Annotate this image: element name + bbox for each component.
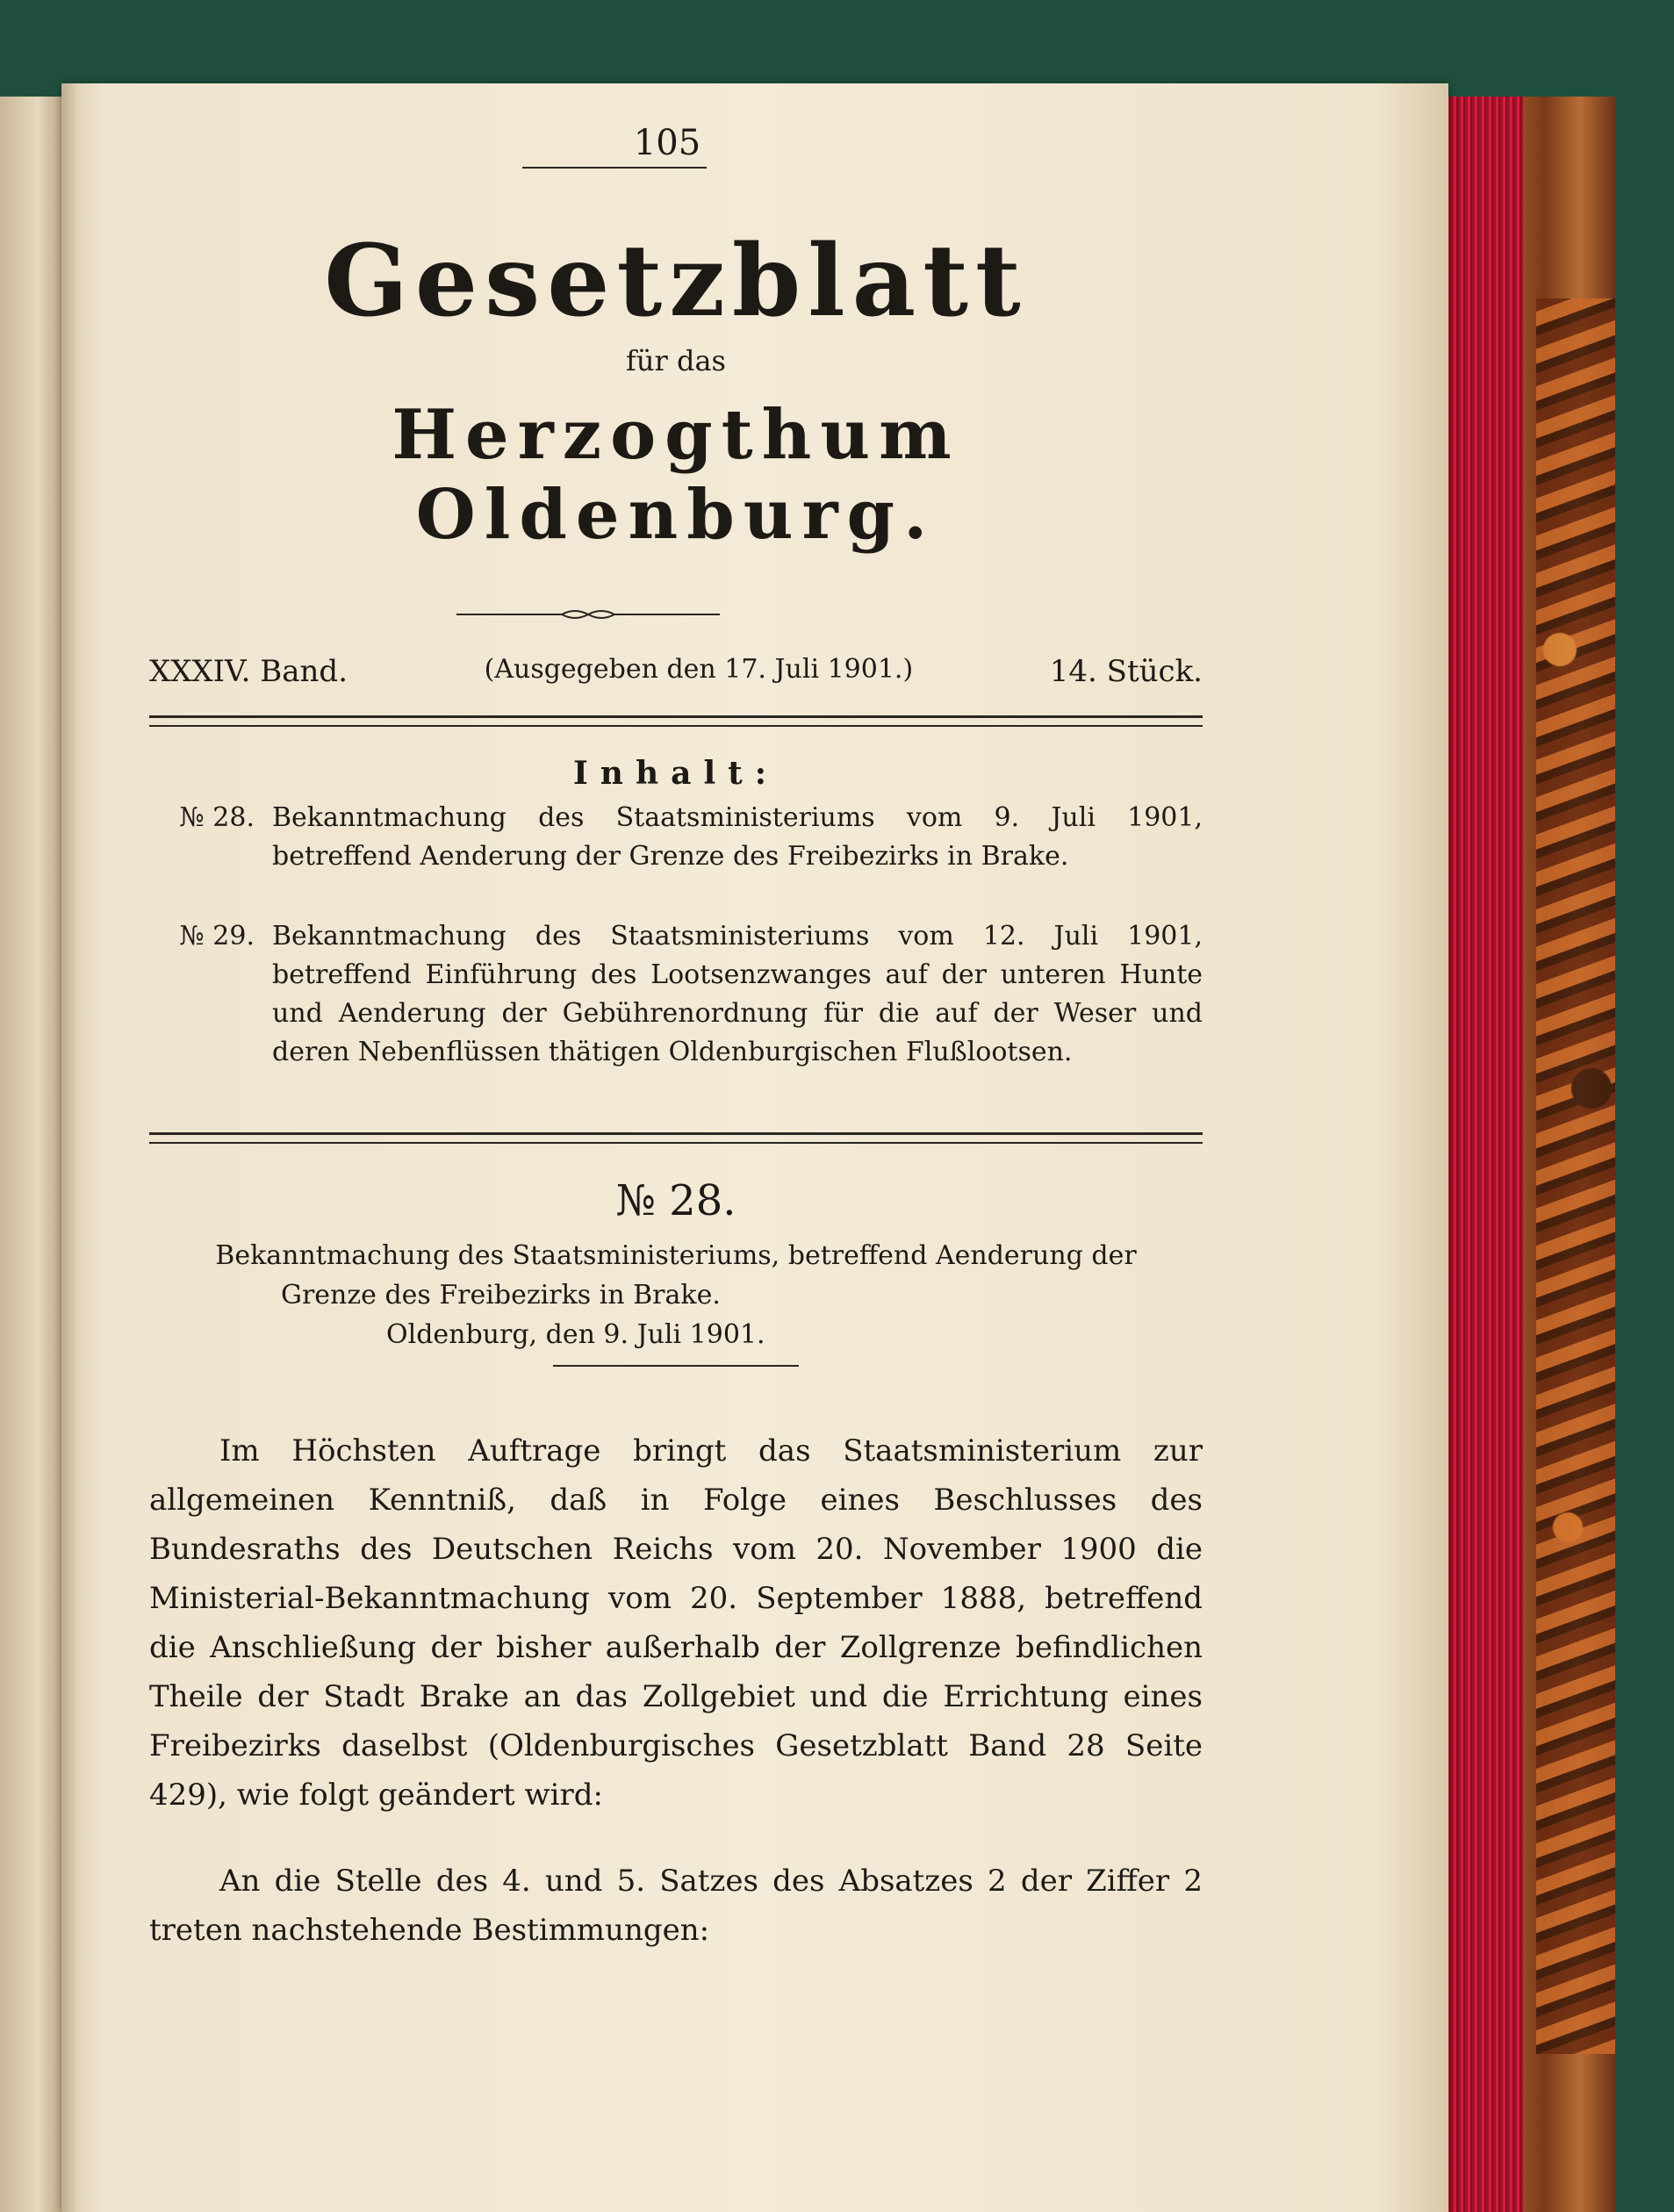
double-rule-top: [149, 715, 1203, 727]
red-page-edges: [1444, 97, 1523, 2212]
masthead-title: Gesetzblatt: [324, 224, 1028, 339]
double-rule-bottom: [149, 1132, 1203, 1144]
page-number: 105: [633, 123, 701, 163]
section-place-date: Oldenburg, den 9. Juli 1901.: [386, 1319, 765, 1350]
page-gutter: [61, 83, 77, 2212]
issue-date: (Ausgegeben den 17. Juli 1901.): [484, 654, 914, 685]
section-heading-line1: Bekanntmachung des Staatsministeriums, betreffend Aenderung der: [215, 1240, 1137, 1271]
marbled-cover-edge: [1536, 298, 1615, 2054]
contents-item: [149, 917, 1203, 1110]
section-rule: [553, 1365, 799, 1367]
masthead-fuer-das: für das: [626, 344, 726, 377]
section-number: № 28.: [615, 1176, 736, 1225]
ornament-divider-icon: [456, 606, 720, 623]
issue-band: XXXIV. Band.: [149, 654, 348, 689]
contents-heading: Inhalt:: [572, 755, 780, 792]
page-number-rule: [522, 167, 707, 169]
contents-item-number: № 28.: [179, 802, 255, 833]
section-heading-line2: Grenze des Freibezirks in Brake.: [281, 1280, 721, 1311]
left-page-edge: [0, 97, 63, 2212]
contents-item-text: Bekanntmachung des Staatsministeriums vom 12. Juli 1901, betreffend Einführung des Lootsenzwanges auf der unteren Hunte und Aenderung der Gebührenordnung für die auf der Weser und deren Nebenflüssen thätigen Oldenburgischen Flußlootsen.: [272, 921, 1203, 1067]
contents-item-number: № 29.: [179, 921, 255, 952]
issue-line: [149, 654, 1203, 689]
contents-item: [149, 799, 1203, 913]
contents-item-text: Bekanntmachung des Staatsministeriums vom 9. Juli 1901, betreffend Aenderung der Grenze des Freibezirks in Brake.: [272, 802, 1203, 872]
masthead-subtitle: Herzogthum Oldenburg.: [392, 395, 960, 555]
issue-stueck: 14. Stück.: [1049, 654, 1203, 689]
body-paragraph: Im Höchsten Auftrage bringt das Staatsministerium zur allgemeinen Kenntniß, daß in Folge eines Beschlusses des Bundesraths des Deutschen Reichs vom 20. November 1900 die Ministerial-Bekanntmachung vom 20. September 1888, betreffend die Anschließung der bisher außerhalb der Zollgrenze befindlichen Theile der Stadt Brake an das Zollgebiet und die Errichtung eines Freibezirks daselbst (Oldenburgisches Gesetzblatt Band 28 Seite 429), wie folgt geändert wird:: [149, 1433, 1203, 1813]
body-paragraph: An die Stelle des 4. und 5. Satzes des Absatzes 2 der Ziffer 2 treten nachstehende Bestimmungen:: [149, 1864, 1203, 1948]
